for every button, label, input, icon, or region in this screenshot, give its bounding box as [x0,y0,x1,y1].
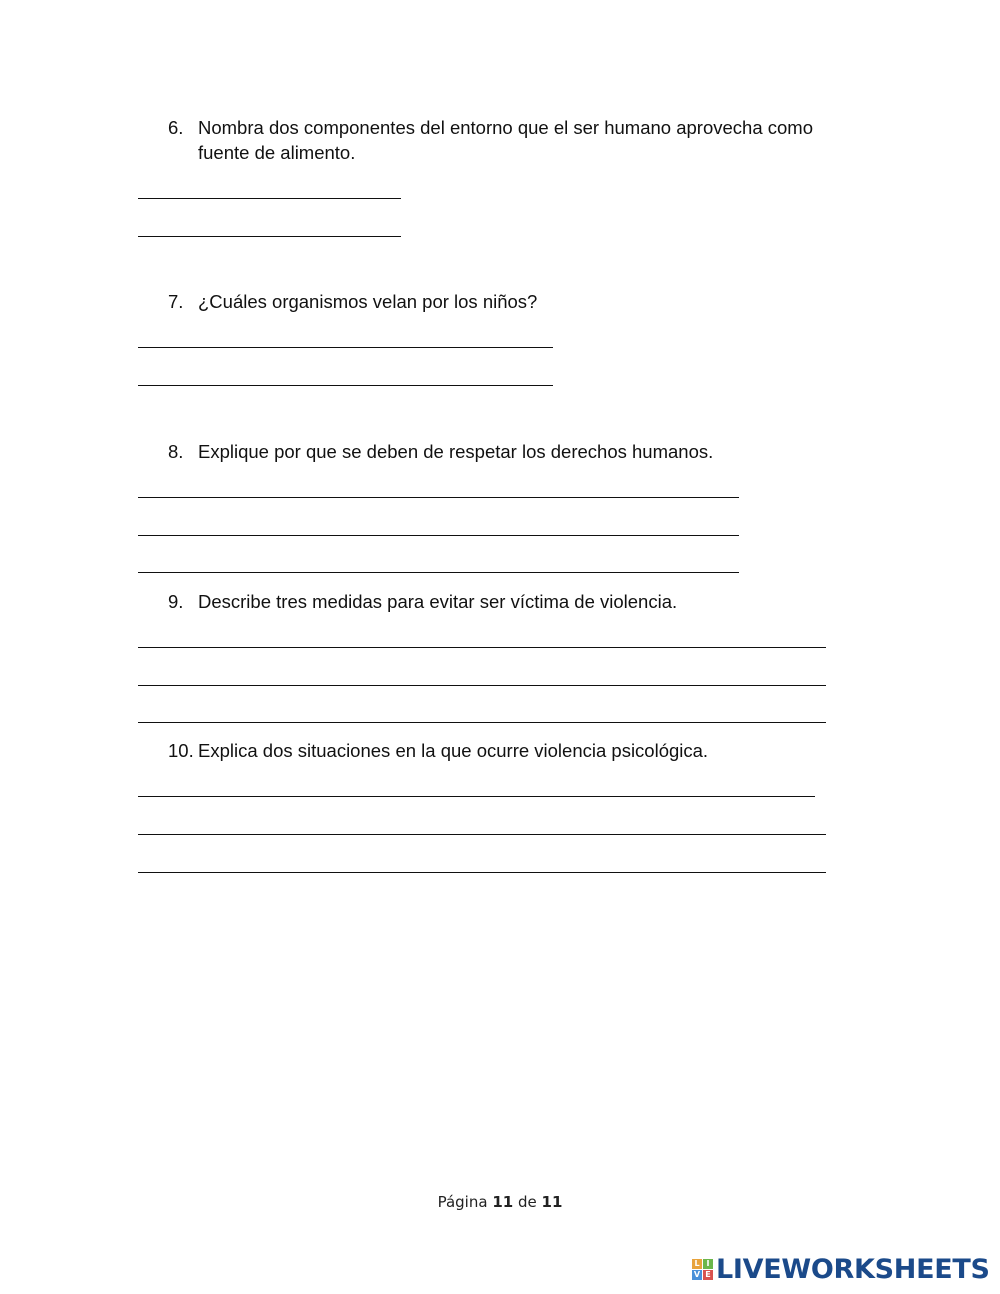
question-text: Explique por que se deben de respetar los derechos humanos. [198,441,714,462]
question-8 [168,439,868,464]
answer-line[interactable] [138,722,826,723]
question-text: Explica dos situaciones en la que ocurre violencia psicológica. [198,740,709,761]
total-pages: 11 [541,1193,563,1211]
question-10 [168,738,868,763]
answer-line[interactable] [138,872,826,873]
answer-line[interactable] [138,347,553,348]
answer-line[interactable] [138,385,553,386]
logo-tile: E [703,1270,713,1280]
logo-tile: V [693,1270,701,1279]
question-number: 7. [168,291,184,312]
page-separator: de [517,1193,537,1211]
answer-line[interactable] [138,198,401,199]
question-number: 6. [168,117,184,138]
page-label: Página [437,1193,488,1211]
question-6 [168,115,868,165]
question-number: 8. [168,441,184,462]
question-text: Nombra dos componentes del entorno que el ser humano aprovecha como fuente de alimento. [198,117,813,163]
answer-line[interactable] [138,497,739,498]
answer-line[interactable] [138,685,826,686]
answer-line[interactable] [138,834,826,835]
logo-tile: L [692,1259,702,1269]
answer-line[interactable] [138,535,739,536]
question-7 [168,289,868,314]
question-number: 9. [168,591,184,612]
answer-line[interactable] [138,647,826,648]
answer-line[interactable] [138,236,401,237]
question-text: ¿Cuáles organismos velan por los niños? [198,291,538,312]
answer-line[interactable] [138,572,739,573]
current-page: 11 [492,1193,514,1211]
question-number: 10. [168,740,194,761]
liveworksheets-logo-icon [692,1259,713,1280]
page-number [0,1193,1000,1211]
answer-line[interactable] [138,796,815,797]
logo-tile: I [703,1259,713,1269]
brand-name: LIVEWORKSHEETS [716,1253,990,1285]
question-9 [168,589,868,614]
liveworksheets-branding[interactable] [692,1252,990,1286]
question-text: Describe tres medidas para evitar ser víctima de violencia. [198,591,678,612]
